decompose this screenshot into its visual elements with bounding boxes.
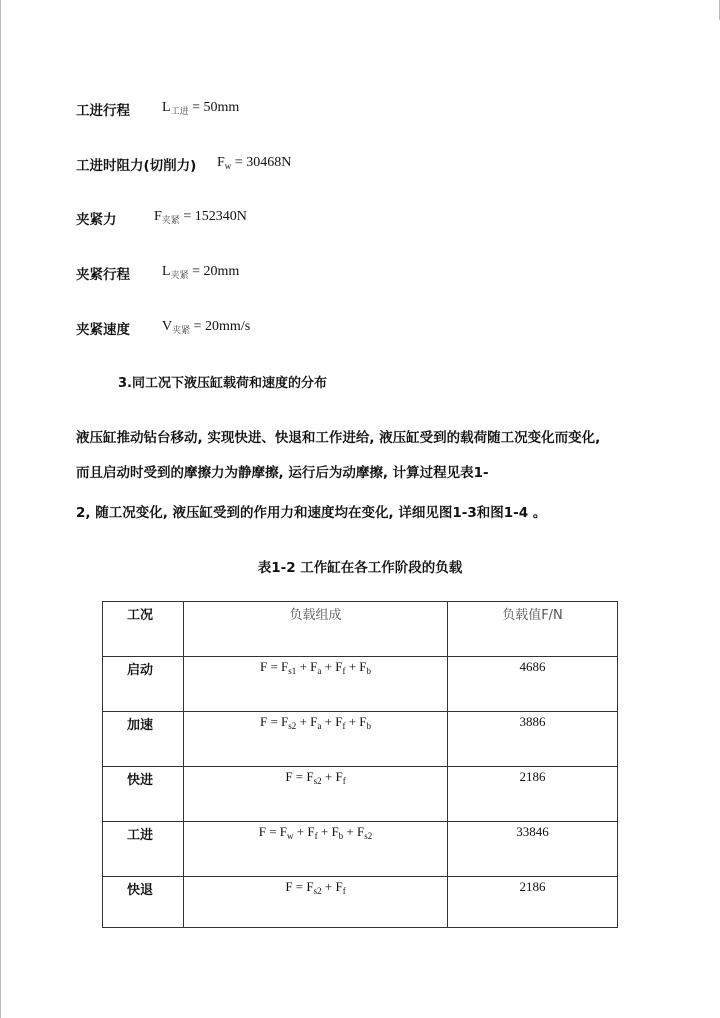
formula-cell	[184, 822, 448, 877]
table-row	[103, 657, 618, 712]
formula-subscript: f	[342, 721, 346, 731]
condition-cell: 快退	[103, 877, 184, 928]
formula-subscript: b	[366, 666, 371, 676]
table-row	[103, 767, 618, 822]
formula-term: F = F	[260, 714, 289, 729]
symbol-subscript: w	[224, 161, 232, 171]
parameter-value	[217, 155, 291, 171]
symbol: F	[154, 209, 162, 224]
formula-term: + F	[345, 714, 367, 729]
symbol-subscript: 工进	[170, 107, 189, 117]
formula-subscript: s2	[288, 721, 297, 731]
paragraph-line: 液压缸推动钻台移动, 实现快进、快退和工作进给, 液压缸受到的载荷随工况变化而变化,	[76, 430, 601, 446]
formula-term: + F	[343, 824, 365, 839]
formula-subscript: f	[342, 666, 346, 676]
formula-term: + F	[321, 659, 343, 674]
parameter-label: 夹紧行程	[76, 267, 130, 283]
formula-term: + F	[321, 769, 343, 784]
formula-term: F = F	[285, 879, 314, 894]
value-text: = 20mm	[188, 264, 240, 279]
parameter-line	[76, 99, 240, 120]
formula-cell	[184, 767, 448, 822]
value-cell: 4686	[448, 657, 618, 712]
parameter-value	[154, 209, 247, 226]
condition-cell: 启动	[103, 657, 184, 712]
formula-subscript: s2	[364, 831, 373, 841]
formula-cell	[184, 712, 448, 767]
value-text: = 20mm/s	[190, 319, 251, 334]
parameter-label: 夹紧力	[76, 212, 117, 228]
formula-subscript: s2	[313, 776, 322, 786]
formula-subscript: a	[317, 666, 322, 676]
symbol: L	[162, 264, 171, 279]
formula-subscript: f	[314, 831, 318, 841]
parameter-line	[76, 263, 240, 284]
header-condition: 工况	[103, 602, 184, 657]
parameter-line	[76, 318, 251, 339]
formula-term: + F	[296, 659, 318, 674]
value-cell: 3886	[448, 712, 618, 767]
formula-term: + F	[321, 714, 343, 729]
value-cell: 2186	[448, 767, 618, 822]
table-caption: 表1-2 工作缸在各工作阶段的负载	[257, 560, 463, 576]
formula-subscript: s1	[288, 666, 297, 676]
value-text: = 50mm	[188, 100, 240, 115]
formula-term: + F	[321, 879, 343, 894]
formula-term: + F	[317, 824, 339, 839]
table-header-row	[103, 602, 618, 657]
formula-term: F = F	[258, 824, 288, 839]
formula-term: + F	[345, 659, 367, 674]
formula-term: F = F	[285, 769, 314, 784]
parameter-value	[162, 319, 250, 336]
symbol: F	[217, 155, 225, 170]
formula-subscript: a	[317, 721, 322, 731]
formula-subscript: s2	[313, 886, 322, 896]
formula-subscript: f	[342, 776, 346, 786]
value-cell: 2186	[448, 877, 618, 928]
symbol-subscript: 夹紧	[172, 326, 191, 336]
formula-subscript: f	[342, 886, 346, 896]
formula-subscript: b	[338, 831, 344, 841]
page-edge	[0, 0, 1, 1018]
paragraph-line: 而且启动时受到的摩擦力为静摩擦, 运行后为动摩擦, 计算过程见表1-	[76, 465, 489, 481]
parameter-value	[162, 100, 239, 117]
symbol: V	[162, 319, 173, 334]
symbol-subscript: 夹紧	[161, 216, 180, 226]
parameter-label: 工进行程	[76, 103, 130, 119]
paragraph-line: 2, 随工况变化, 液压缸受到的作用力和速度均在变化, 详细见图1-3和图1-4 。	[76, 505, 547, 521]
parameter-label: 工进时阻力(切削力)	[76, 158, 197, 174]
formula-term: + F	[296, 714, 318, 729]
section-heading: 3.同工况下液压缸载荷和速度的分布	[118, 376, 327, 391]
condition-cell: 工进	[103, 822, 184, 877]
value-text: = 30468N	[231, 155, 292, 170]
parameter-line	[76, 208, 247, 229]
formula-cell	[184, 657, 448, 712]
formula-subscript: w	[287, 831, 294, 841]
header-formula: 负载组成	[184, 602, 448, 657]
symbol-subscript: 夹紧	[170, 271, 189, 281]
header-value: 负载值F/N	[448, 602, 618, 657]
condition-cell: 加速	[103, 712, 184, 767]
load-table	[102, 601, 618, 928]
parameter-value	[162, 264, 239, 281]
formula-term: F = F	[260, 659, 289, 674]
condition-cell: 快进	[103, 767, 184, 822]
formula-cell	[184, 877, 448, 928]
parameter-line	[76, 154, 292, 175]
table-row	[103, 712, 618, 767]
table-row	[103, 822, 618, 877]
value-cell: 33846	[448, 822, 618, 877]
formula-term: + F	[293, 824, 315, 839]
formula-subscript: b	[366, 721, 371, 731]
symbol: L	[162, 100, 171, 115]
table-row	[103, 877, 618, 928]
parameter-label: 夹紧速度	[76, 322, 130, 338]
value-text: = 152340N	[179, 209, 247, 224]
